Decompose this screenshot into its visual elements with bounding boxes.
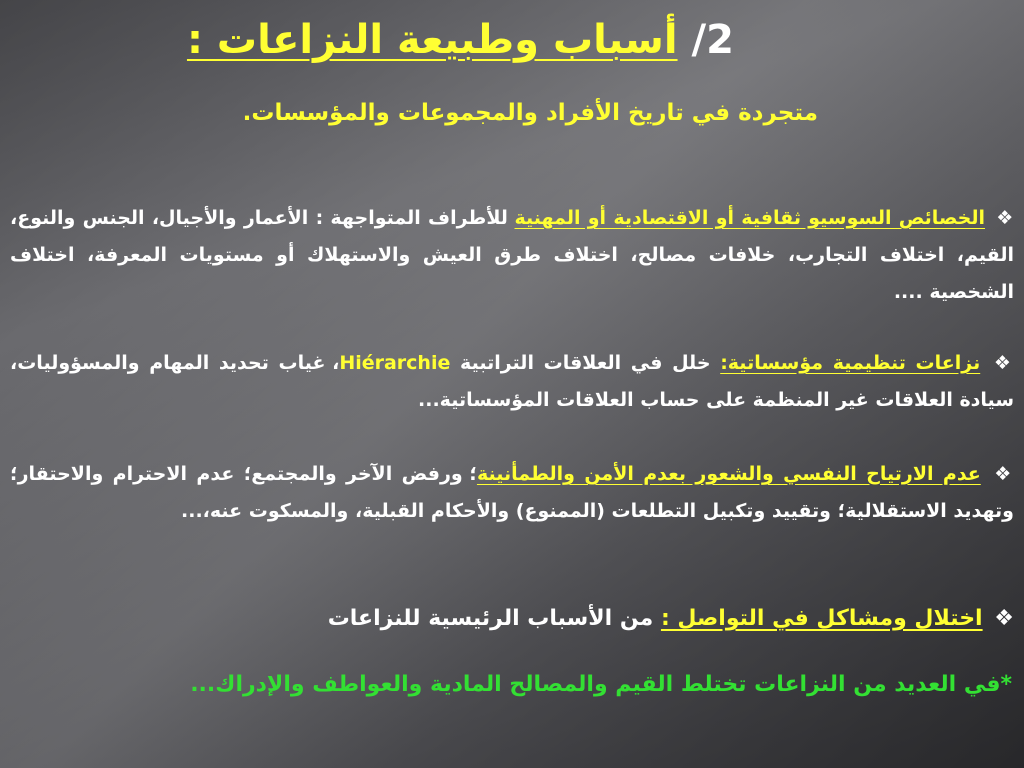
bullet-item-communication — [10, 600, 1014, 637]
heading-number: 2/ — [691, 17, 734, 63]
diamond-bullet-icon: ❖ — [996, 207, 1014, 229]
item-term: Hiérarchie — [339, 352, 451, 374]
item-text: من الأسباب الرئيسية للنزاعات — [327, 606, 661, 631]
item-label: اختلال ومشاكل في التواصل : — [660, 606, 983, 631]
closing-note: *في العديد من النزاعات تختلط القيم والمصالح المادية والعواطف والإدراك... — [190, 672, 1012, 697]
slide-heading — [187, 18, 734, 62]
bullet-item-sociocultural — [10, 200, 1014, 311]
bullet-item-psychological — [10, 456, 1014, 530]
item-label: عدم الارتياح النفسي والشعور بعدم الأمن والطمأنينة — [476, 463, 981, 485]
diamond-bullet-icon: ❖ — [993, 352, 1014, 374]
diamond-bullet-icon: ❖ — [994, 606, 1014, 631]
item-text-before: خلل في العلاقات التراتبية — [450, 352, 721, 374]
item-text: للأطراف المتواجهة : الأعمار والأجيال، الجنس والنوع، القيم، اختلاف التجارب، خلافات مصالح، اختلاف طرق العيش والاستهلاك أو مستويات المعرفة، اختلاف الشخصية .... — [10, 207, 1014, 303]
item-label: الخصائص السوسيو ثقافية أو الاقتصادية أو المهنية — [514, 207, 986, 229]
item-label: نزاعات تنظيمية مؤسساتية: — [720, 352, 981, 374]
item-text-after: ، غياب تحديد المهام والمسؤوليات، سيادة العلاقات غير المنظمة على حساب العلاقات المؤسساتية... — [10, 352, 1014, 411]
heading-title: أسباب وطبيعة النزاعات : — [186, 17, 678, 63]
bullet-item-organizational — [10, 345, 1014, 419]
diamond-bullet-icon: ❖ — [994, 463, 1014, 485]
slide-subtitle: متجردة في تاريخ الأفراد والمجموعات والمؤسسات. — [242, 100, 818, 126]
item-text: ؛ ورفض الآخر والمجتمع؛ عدم الاحترام والاحتقار؛ وتهديد الاستقلالية؛ وتقييد وتكبيل التطلعات (الممنوع) والأحكام القبلية، والمسكوت عنه،... — [10, 463, 1014, 522]
